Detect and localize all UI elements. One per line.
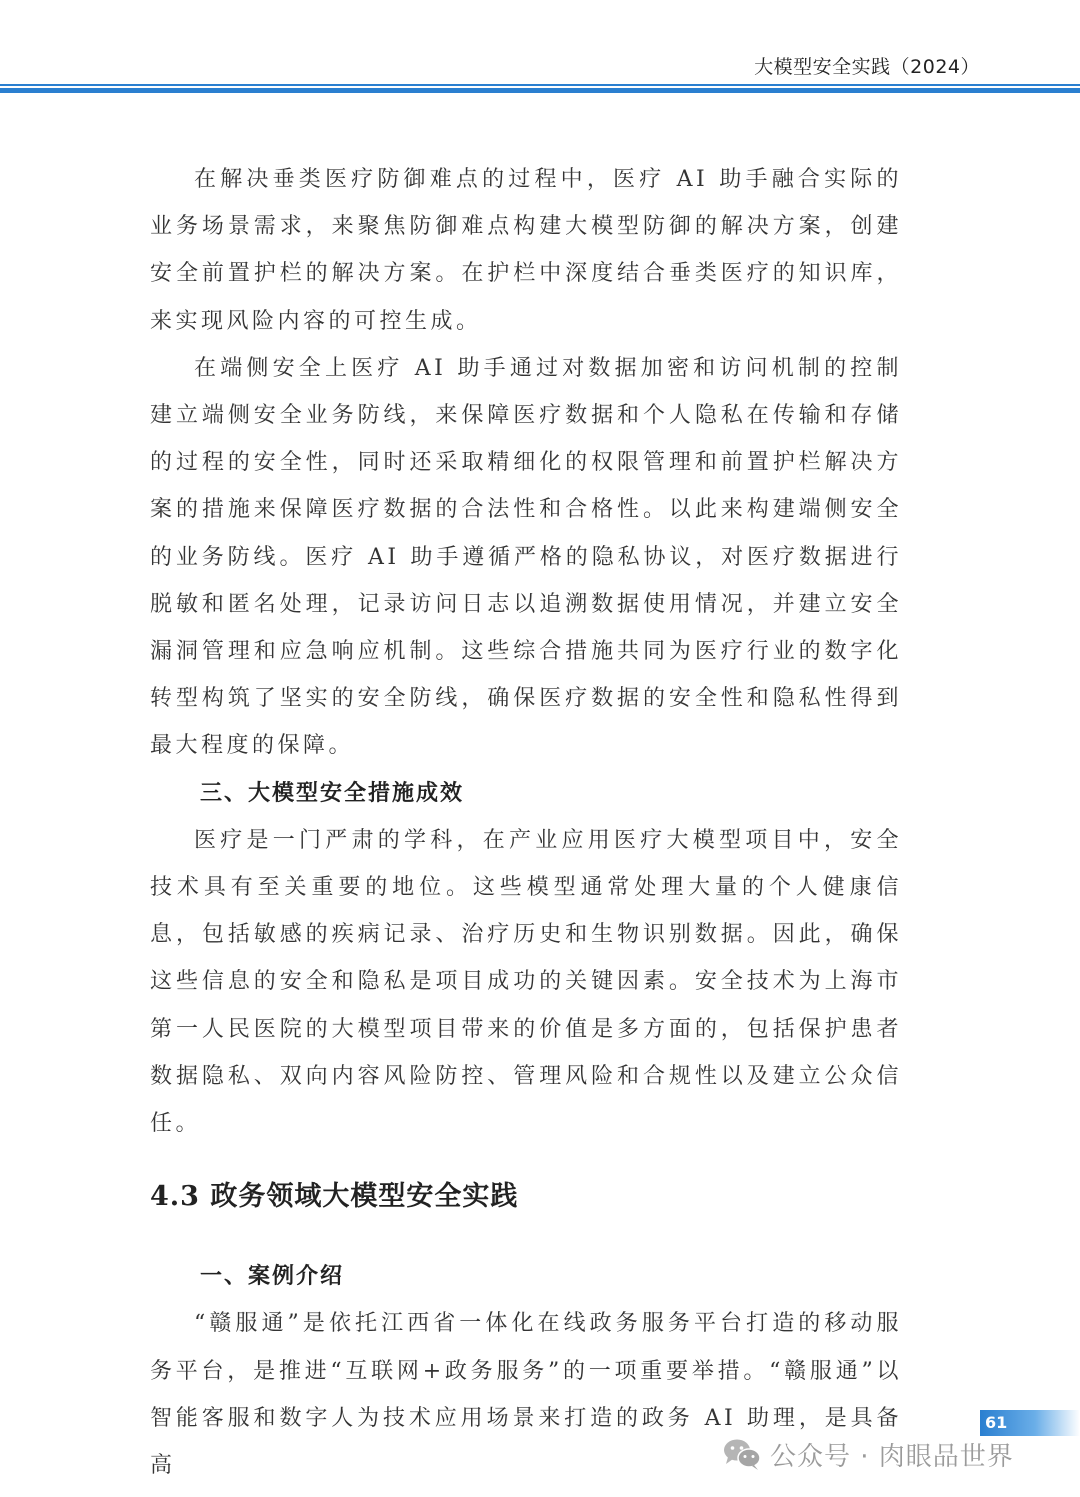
page-body	[150, 156, 902, 1489]
watermark	[722, 1434, 1014, 1474]
running-header-title: 大模型安全实践（2024）	[754, 56, 980, 78]
section-title: 4.3 政务领域大模型安全实践	[150, 1181, 519, 1213]
header-rule-thin	[0, 84, 1080, 86]
paragraph-2: 在端侧安全上医疗 AI 助手通过对数据加密和访问机制的控制建立端侧安全业务防线，来保障医疗数据和个人隐私在传输和存储的过程的安全性，同时还采取精细化的权限管理和前置护栏解决方案的措施来保障医疗数据的合法性和合格性。以此来构建端侧安全的业务防线。医疗 AI 助手遵循严格的隐私协议，对医疗数据进行脱敏和匿名处理，记录访问日志以追溯数据使用情况，并建立安全漏洞管理和应急响应机制。这些综合措施共同为医疗行业的数字化转型构筑了坚实的安全防线，确保医疗数据的安全性和隐私性得到最大程度的保障。	[150, 355, 902, 759]
header-rule-thick	[0, 88, 1080, 93]
page-number: 61	[985, 1413, 1008, 1432]
paragraph-3: 医疗是一门严肃的学科，在产业应用医疗大模型项目中，安全技术具有至关重要的地位。这些模型通常处理大量的个人健康信息，包括敏感的疾病记录、治疗历史和生物识别数据。因此，确保这些信息的安全和隐私是项目成功的关键因素。安全技术为上海市第一人民医院的大模型项目带来的价值是多方面的，包括保护患者数据隐私、双向内容风险防控、管理风险和合规性以及建立公众信任。	[150, 827, 902, 1137]
subheading-case-intro: 一、案例介绍	[200, 1264, 345, 1290]
watermark-text: 公众号 · 肉眼品世界	[770, 1441, 1014, 1472]
subheading-measures-results: 三、大模型安全措施成效	[200, 780, 465, 806]
paragraph-1: 在解决垂类医疗防御难点的过程中，医疗 AI 助手融合实际的业务场景需求，来聚焦防御难点构建大模型防御的解决方案，创建安全前置护栏的解决方案。在护栏中深度结合垂类医疗的知识库，来实现风险内容的可控生成。	[150, 167, 902, 334]
wechat-icon	[722, 1437, 762, 1471]
paragraph-4: “赣服通”是依托江西省一体化在线政务服务平台打造的移动服务平台，是推进“互联网+政务服务”的一项重要举措。“赣服通”以智能客服和数字人为技术应用场景来打造的政务 AI 助理，是具备高	[150, 1311, 902, 1479]
